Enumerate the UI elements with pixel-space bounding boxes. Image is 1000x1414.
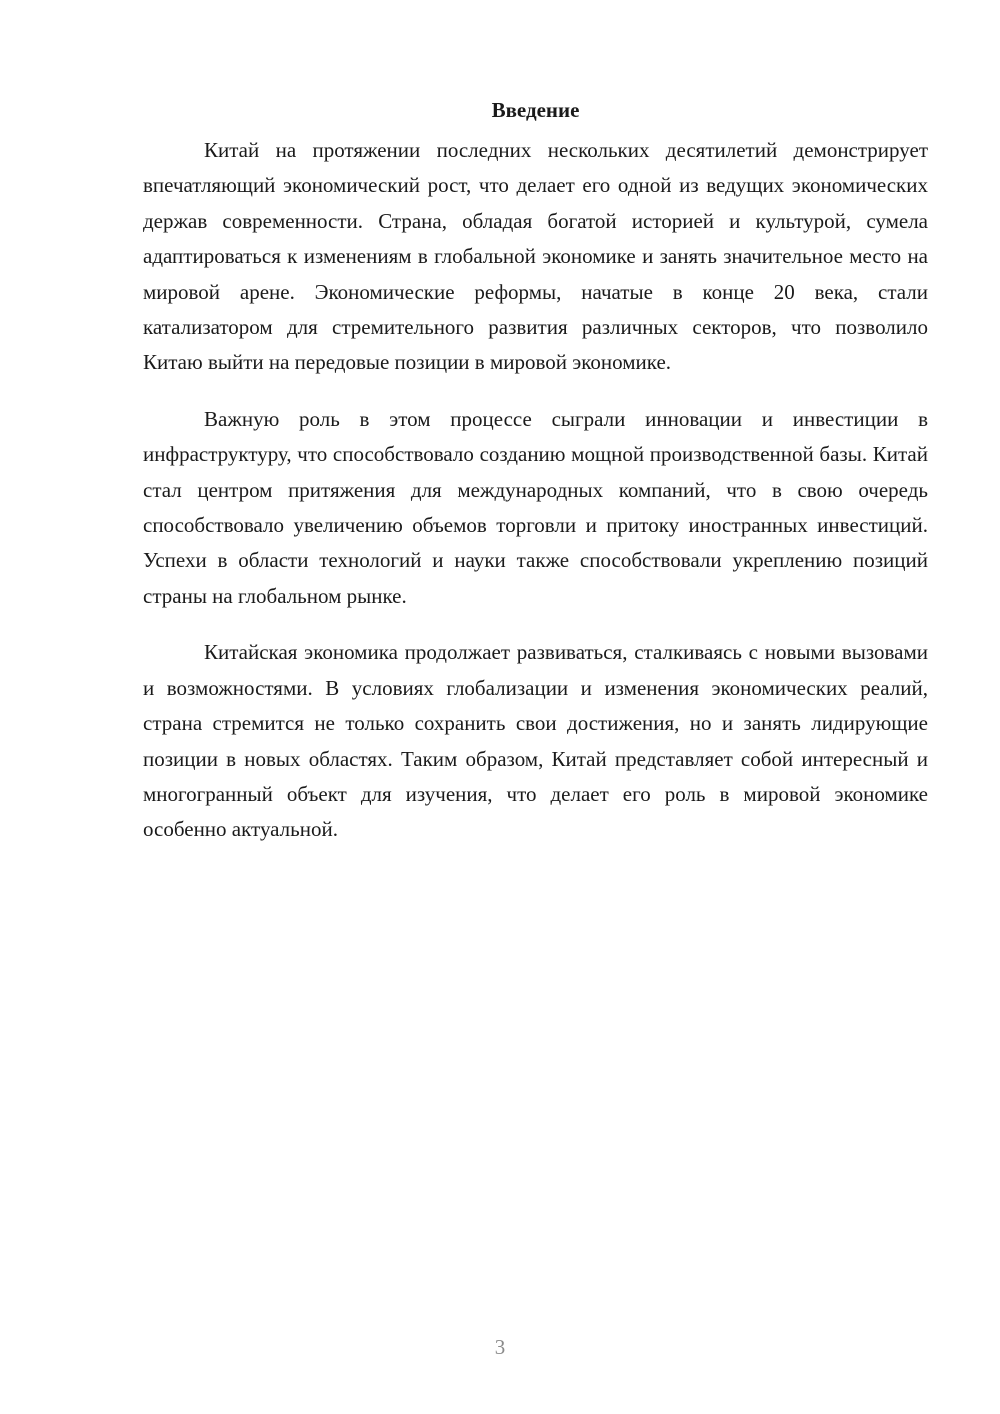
page-content <box>143 93 928 869</box>
paragraph-3: Китайская экономика продолжает развиваться, сталкиваясь с новыми вызовами и возможностями. В условиях глобализации и изменения экономических реалий, страна стремится не только сохранить свои достижения, но и занять лидирующие позиции в новых областях. Таким образом, Китай представляет собой интересный и многогранный объект для изучения, что делает его роль в мировой экономике особенно актуальной. <box>143 640 928 842</box>
paragraph-2: Важную роль в этом процессе сыграли инновации и инвестиции в инфраструктуру, что способствовало созданию мощной производственной базы. Китай стал центром притяжения для международных компаний, что в свою очередь способствовало увеличению объемов торговли и притоку иностранных инвестиций. Успехи в области технологий и науки также способствовали укреплению позиций страны на глобальном рынке. <box>143 406 928 608</box>
page-number: 3 <box>494 1335 506 1359</box>
section-heading: Введение <box>491 98 580 122</box>
paragraph-1: Китай на протяжении последних нескольких десятилетий демонстрирует впечатляющий экономический рост, что делает его одной из ведущих экономических держав современности. Страна, обладая богатой историей и культурой, сумела адаптироваться к изменениям в глобальной экономике и занять значительное место на мировой арене. Экономические реформы, начатые в конце 20 века, стали катализатором для стремительного развития различных секторов, что позволило Китаю выйти на передовые позиции в мировой экономике. <box>143 138 928 375</box>
